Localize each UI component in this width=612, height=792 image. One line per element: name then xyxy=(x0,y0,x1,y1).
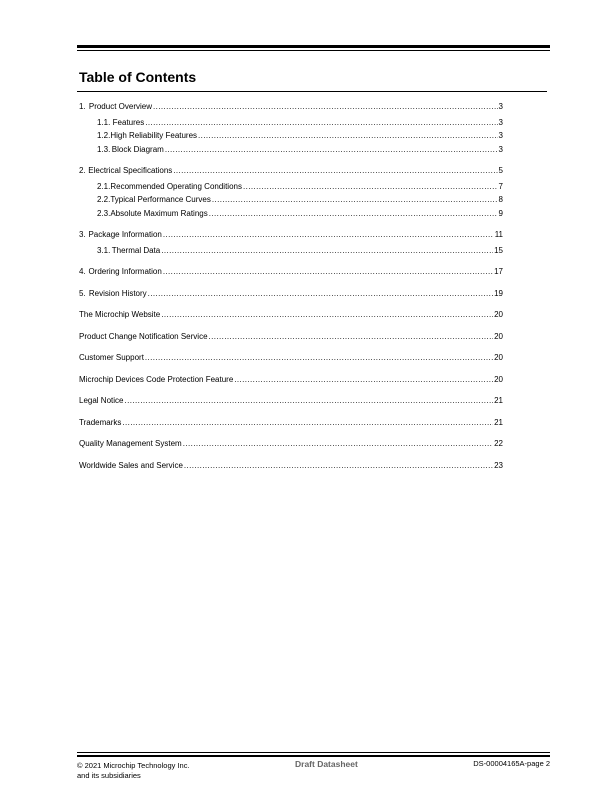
toc-entry-label: Revision History xyxy=(88,289,147,298)
toc-entry-label: Thermal Data xyxy=(111,246,161,255)
toc-entry-page: 23 xyxy=(494,461,503,470)
toc-entry-label: Product Change Notification Service xyxy=(79,332,208,341)
toc-entry-page: 9 xyxy=(498,209,503,218)
toc-entry-legal-notice[interactable] xyxy=(79,396,503,406)
toc-entry-package-information[interactable] xyxy=(79,230,503,240)
toc-entry-number: 3.1. xyxy=(97,246,111,255)
toc-entry-label: Legal Notice xyxy=(79,396,124,405)
toc-entry-worldwide-sales-and-service[interactable] xyxy=(79,461,503,471)
toc-entry-number: 1.3. xyxy=(97,145,111,154)
page-title: Table of Contents xyxy=(79,69,197,85)
toc-entry-ordering-information[interactable] xyxy=(79,267,503,277)
toc-entry-number: 2.3. xyxy=(97,209,111,218)
toc-entry-number: 2. xyxy=(79,166,86,175)
toc-entry-page: 3 xyxy=(498,145,503,154)
header-rule-thick xyxy=(77,45,550,48)
toc-entry-product-change-notification[interactable] xyxy=(79,332,503,342)
toc-leader-dots xyxy=(243,182,498,192)
toc-entry-customer-support[interactable] xyxy=(79,353,503,363)
toc-leader-dots xyxy=(184,461,493,471)
toc-entry-page: 19 xyxy=(494,289,503,298)
toc-entry-page: 20 xyxy=(494,310,503,319)
toc-entry-label: Package Information xyxy=(88,230,162,239)
toc-leader-dots xyxy=(163,267,493,277)
toc-entry-trademarks[interactable] xyxy=(79,418,503,428)
toc-entry-label: High Reliability Features xyxy=(110,131,198,140)
toc-leader-dots xyxy=(145,353,493,363)
toc-entry-page: 21 xyxy=(494,418,503,427)
toc-entry-label: Electrical Specifications xyxy=(88,166,173,175)
title-rule xyxy=(77,91,547,92)
toc-entry-label: The Microchip Website xyxy=(79,310,161,319)
toc-entry-number: 1. xyxy=(79,102,86,111)
toc-entry-number: 2.1. xyxy=(97,182,111,191)
footer-document-id: DS-00004165A-page 2 xyxy=(473,759,550,768)
toc-entry-page: 5 xyxy=(498,166,503,175)
toc-leader-dots xyxy=(212,195,498,205)
toc-entry-number: 2.2. xyxy=(97,195,111,204)
toc-entry-page: 20 xyxy=(494,375,503,384)
toc-leader-dots xyxy=(124,396,493,406)
toc-leader-dots xyxy=(183,439,493,449)
toc-entry-number: 5. xyxy=(79,289,86,298)
toc-entry-page: 7 xyxy=(498,182,503,191)
toc-leader-dots xyxy=(165,145,498,155)
toc-entry-absolute-maximum-ratings[interactable] xyxy=(97,209,503,219)
toc-entry-page: 11 xyxy=(494,230,503,239)
toc-entry-label: Worldwide Sales and Service xyxy=(79,461,183,470)
toc-leader-dots xyxy=(145,118,497,128)
toc-entry-number: 3. xyxy=(79,230,86,239)
toc-entry-label: Typical Performance Curves xyxy=(110,195,211,204)
header-rule-thin xyxy=(77,50,550,51)
toc-leader-dots xyxy=(163,230,494,240)
toc-entry-page: 8 xyxy=(498,195,503,204)
toc-entry-label: Block Diagram xyxy=(111,145,164,154)
toc-entry-product-overview[interactable] xyxy=(79,102,503,112)
toc-entry-page: 20 xyxy=(494,353,503,362)
toc-entry-thermal-data[interactable] xyxy=(97,246,503,256)
toc-leader-dots xyxy=(161,310,493,320)
toc-entry-features[interactable] xyxy=(97,118,503,128)
toc-entry-page: 3 xyxy=(498,131,503,140)
toc-entry-label: Microchip Devices Code Protection Feature xyxy=(79,375,234,384)
toc-entry-label: Quality Management System xyxy=(79,439,182,448)
toc-leader-dots xyxy=(198,131,498,141)
toc-leader-dots xyxy=(173,166,497,176)
footer-copyright xyxy=(77,761,190,781)
toc-entry-page: 21 xyxy=(494,396,503,405)
toc-entry-microchip-website[interactable] xyxy=(79,310,503,320)
toc-entry-recommended-operating-conditions[interactable] xyxy=(97,182,503,192)
footer-draft-label: Draft Datasheet xyxy=(295,759,358,769)
toc-entry-high-reliability-features[interactable] xyxy=(97,131,503,141)
toc-leader-dots xyxy=(209,332,494,342)
footer-copyright-line-2: and its subsidiaries xyxy=(77,771,141,780)
toc-entry-page: 17 xyxy=(494,267,503,276)
toc-entry-label: Product Overview xyxy=(88,102,152,111)
toc-entry-label: Customer Support xyxy=(79,353,144,362)
toc-leader-dots xyxy=(153,102,498,112)
toc-entry-label: Trademarks xyxy=(79,418,122,427)
toc-entry-number: 1.2. xyxy=(97,131,111,140)
toc-entry-page: 3 xyxy=(498,118,503,127)
toc-entry-label: Ordering Information xyxy=(88,267,162,276)
toc-entry-number: 1.1. xyxy=(97,118,111,127)
toc-entry-electrical-specifications[interactable] xyxy=(79,166,503,176)
toc-entry-label: Recommended Operating Conditions xyxy=(110,182,242,191)
toc-entry-typical-performance-curves[interactable] xyxy=(97,195,503,205)
toc-entry-page: 15 xyxy=(494,246,503,255)
toc-leader-dots xyxy=(209,209,498,219)
toc-leader-dots xyxy=(122,418,493,428)
toc-entry-page: 3 xyxy=(498,102,503,111)
toc-entry-number: 4. xyxy=(79,267,86,276)
toc-entry-label: Absolute Maximum Ratings xyxy=(110,209,208,218)
toc-entry-quality-management-system[interactable] xyxy=(79,439,503,449)
toc-entry-code-protection-feature[interactable] xyxy=(79,375,503,385)
footer-copyright-line-1: © 2021 Microchip Technology Inc. xyxy=(77,761,190,770)
toc-entry-page: 20 xyxy=(494,332,503,341)
toc-leader-dots xyxy=(234,375,493,385)
footer-rule-thin xyxy=(77,752,550,753)
toc-entry-label: Features xyxy=(112,118,145,127)
footer-rule-thick xyxy=(77,755,550,757)
toc-entry-block-diagram[interactable] xyxy=(97,145,503,155)
toc-leader-dots xyxy=(148,289,493,299)
toc-leader-dots xyxy=(161,246,493,256)
toc-entry-page: 22 xyxy=(494,439,503,448)
toc-entry-revision-history[interactable] xyxy=(79,289,503,299)
